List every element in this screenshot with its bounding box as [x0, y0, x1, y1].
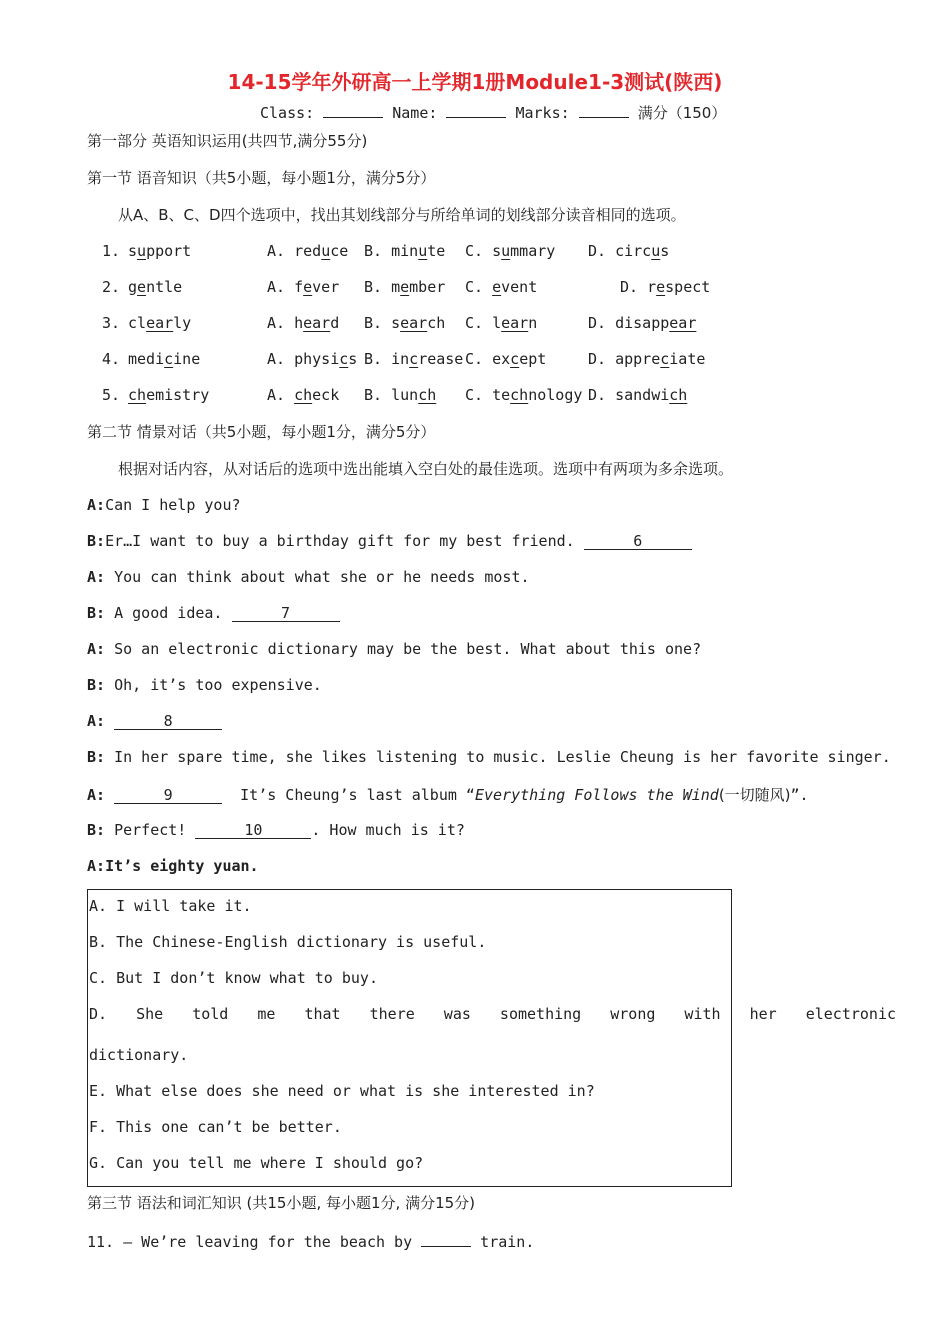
speaker: A: [87, 857, 106, 875]
choice-word: event [492, 278, 538, 296]
answer-blank-9[interactable]: 9 [114, 787, 222, 804]
choice-word: except [492, 350, 547, 368]
section2-heading: 第二节 情景对话（共5小题，每小题1分，满分5分） [87, 423, 436, 441]
question-11 [87, 1230, 534, 1251]
dialog-text: Er…I want to buy a birthday gift for my best friend. [105, 532, 575, 550]
choice-b[interactable] [364, 242, 445, 260]
choice-c[interactable] [465, 386, 582, 404]
choice-word: increase [391, 350, 464, 368]
option-c: C. But I don’t know what to buy. [89, 969, 378, 987]
choice-letter: A. [267, 314, 286, 332]
dialog-line [87, 712, 222, 730]
question-text: 11. — We’re leaving for the beach by [87, 1233, 413, 1251]
choice-letter: B. [364, 278, 383, 296]
option-f: F. This one can’t be better. [89, 1118, 342, 1136]
dialog-line [87, 821, 465, 839]
choice-letter: B. [364, 350, 383, 368]
choice-word: physics [294, 350, 358, 368]
speaker: B: [87, 604, 106, 622]
dialog-text: A good idea. [114, 604, 223, 622]
dialog-line [87, 640, 701, 658]
options-box [87, 889, 896, 1187]
dialog-text: So an electronic dictionary may be the best. What about this one? [114, 640, 702, 658]
choice-letter: A. [267, 350, 286, 368]
option-e: E. What else does she need or what is she interested in? [89, 1082, 595, 1100]
question-word: medicine [128, 350, 201, 368]
choice-d[interactable] [620, 278, 710, 296]
speaker: A: [87, 568, 106, 586]
choice-d[interactable] [588, 314, 696, 332]
choice-b[interactable] [364, 386, 436, 404]
choice-b[interactable] [364, 278, 445, 296]
choice-d[interactable] [588, 386, 687, 404]
choice-word: check [294, 386, 340, 404]
option-g: G. Can you tell me where I should go? [89, 1154, 424, 1172]
choice-word: search [391, 314, 446, 332]
choice-a[interactable] [267, 350, 357, 368]
question-number: 4. [102, 350, 121, 368]
answer-blank-10[interactable]: 10 [195, 822, 311, 839]
speaker: B: [87, 532, 106, 550]
part1-heading: 第一部分 英语知识运用(共四节,满分55分) [87, 132, 368, 150]
choice-word: disappear [615, 314, 697, 332]
choice-word: member [391, 278, 446, 296]
choice-letter: A. [267, 278, 286, 296]
answer-blank-8[interactable]: 8 [114, 713, 222, 730]
speaker: A: [87, 640, 106, 658]
full-marks: 满分（150） [637, 104, 727, 122]
choice-a[interactable] [267, 314, 339, 332]
question-word: support [128, 242, 192, 260]
choice-letter: D. [620, 278, 639, 296]
choice-a[interactable] [267, 242, 348, 260]
choice-b[interactable] [364, 314, 445, 332]
option-b: B. The Chinese-English dictionary is useful. [89, 933, 487, 951]
choice-c[interactable] [465, 350, 546, 368]
choice-word: heard [294, 314, 340, 332]
choice-letter: C. [465, 350, 484, 368]
dialog-text: . How much is it? [311, 821, 465, 839]
class-label: Class: [260, 104, 315, 122]
choice-letter: D. [588, 314, 607, 332]
dialog-line [87, 496, 241, 514]
choice-a[interactable] [267, 278, 339, 296]
dialog-line [87, 604, 340, 622]
choice-c[interactable] [465, 314, 537, 332]
marks-blank[interactable] [579, 101, 629, 118]
dialog-line [87, 676, 322, 694]
answer-blank-6[interactable]: 6 [584, 533, 692, 550]
name-label: Name: [392, 104, 438, 122]
choice-word: circus [615, 242, 670, 260]
speaker: B: [87, 821, 106, 839]
choice-letter: D. [588, 350, 607, 368]
choice-c[interactable] [465, 278, 537, 296]
choice-word: reduce [294, 242, 349, 260]
album-title: Everything Follows the Wind [474, 786, 719, 804]
choice-d[interactable] [588, 242, 669, 260]
question-number: 5. [102, 386, 121, 404]
dialog-text-end: ”. [790, 786, 809, 804]
section1-heading: 第一节 语音知识（共5小题，每小题1分，满分5分） [87, 169, 436, 187]
dialog-line [87, 568, 530, 586]
speaker: B: [87, 748, 106, 766]
choice-letter: D. [588, 242, 607, 260]
dialog-text: Perfect! [114, 821, 187, 839]
choice-letter: C. [465, 386, 484, 404]
choice-letter: C. [465, 314, 484, 332]
dialog-text: It’s Cheung’s last album “ [240, 786, 475, 804]
dialog-line [87, 857, 259, 875]
question-number: 1. [102, 242, 121, 260]
option-d-continued: dictionary. [89, 1046, 189, 1064]
dialog-line [87, 748, 891, 766]
dialog-text: Oh, it’s too expensive. [114, 676, 322, 694]
speaker: B: [87, 676, 106, 694]
dialog-text: Can I help you? [105, 496, 241, 514]
speaker: A: [87, 712, 106, 730]
choice-word: fever [294, 278, 340, 296]
choice-a[interactable] [267, 386, 339, 404]
choice-letter: D. [588, 386, 607, 404]
option-a: A. I will take it. [89, 897, 252, 915]
dialog-text: It’s eighty yuan. [105, 857, 259, 875]
question-text: train. [480, 1233, 535, 1251]
choice-d[interactable] [588, 350, 705, 368]
question-word: gentle [128, 278, 183, 296]
dialog-line [87, 532, 692, 550]
section1-instruction: 从A、B、C、D四个选项中，找出其划线部分与所给单词的划线部分读音相同的选项。 [118, 206, 686, 224]
choice-word: appreciate [615, 350, 706, 368]
marks-label: Marks: [515, 104, 570, 122]
document-title: 14-15学年外研高一上学期1册Module1-3测试(陕西) [227, 70, 723, 94]
choice-word: respect [647, 278, 711, 296]
album-title-cn: (一切随风) [718, 786, 791, 804]
speaker: A: [87, 786, 106, 804]
choice-word: minute [391, 242, 446, 260]
speaker: A: [87, 496, 106, 514]
question-number: 3. [102, 314, 121, 332]
dialog-text: You can think about what she or he needs most. [114, 568, 530, 586]
choice-c[interactable] [465, 242, 555, 260]
dialog-text: In her spare time, she likes listening to music. Leslie Cheung is her favorite singer. [114, 748, 891, 766]
class-blank[interactable] [323, 101, 383, 118]
choice-word: summary [492, 242, 556, 260]
choice-letter: B. [364, 314, 383, 332]
choice-word: lunch [391, 386, 437, 404]
choice-letter: A. [267, 242, 286, 260]
question-number: 2. [102, 278, 121, 296]
section2-instruction: 根据对话内容，从对话后的选项中选出能填入空白处的最佳选项。选项中有两项为多余选项。 [118, 460, 734, 478]
choice-word: learn [492, 314, 538, 332]
section3-heading: 第三节 语法和词汇知识 (共15小题, 每小题1分, 满分15分) [87, 1194, 476, 1212]
question-word: chemistry [128, 386, 210, 404]
option-d: D. She told me that there was something wrong with her electronic [89, 1005, 896, 1023]
answer-blank-11[interactable] [421, 1230, 471, 1247]
question-word: clearly [128, 314, 192, 332]
choice-b[interactable] [364, 350, 463, 368]
choice-letter: C. [465, 242, 484, 260]
name-blank[interactable] [446, 101, 506, 118]
student-info-line [260, 101, 726, 123]
choice-word: technology [492, 386, 583, 404]
choice-letter: C. [465, 278, 484, 296]
choice-letter: B. [364, 242, 383, 260]
choice-word: sandwich [615, 386, 688, 404]
answer-blank-7[interactable]: 7 [232, 605, 340, 622]
choice-letter: B. [364, 386, 383, 404]
choice-letter: A. [267, 386, 286, 404]
dialog-line [87, 784, 809, 805]
